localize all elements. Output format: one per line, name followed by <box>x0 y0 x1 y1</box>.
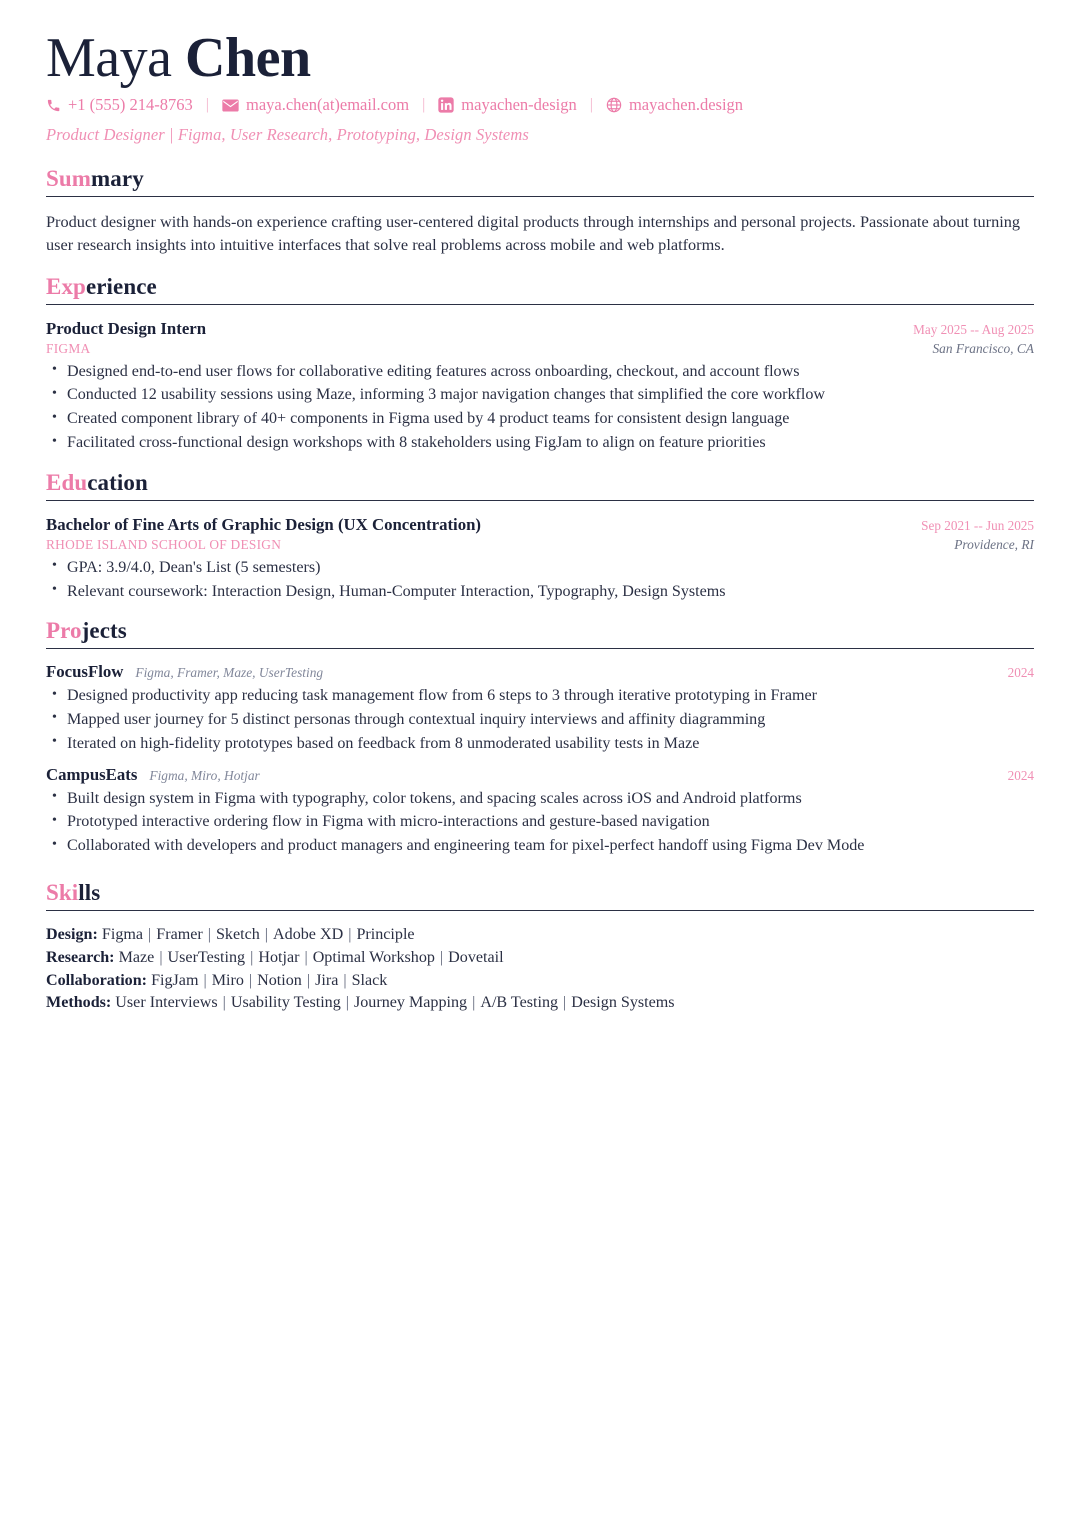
section-rule <box>46 648 1034 649</box>
contact-separator: | <box>422 95 426 113</box>
skill-items: Maze | UserTesting | Hotjar | Optimal Workshop | Dovetail <box>118 948 504 966</box>
skill-row <box>46 992 1034 1015</box>
skill-category: Methods: <box>46 994 112 1012</box>
job-date: May 2025 -- Aug 2025 <box>913 321 1034 337</box>
school-location: Providence, RI <box>954 536 1034 552</box>
section-skills <box>46 879 1034 1015</box>
phone-text: +1 (555) 214-8763 <box>68 95 193 115</box>
summary-text: Product designer with hands-on experience crafting user-centered digital products through internships and personal projects. Passionate about turning user research insights into intuitive interfaces that solve real problems across mobile and web platforms. <box>46 211 1021 254</box>
project-name: FocusFlow <box>46 662 124 682</box>
spacer <box>46 867 1034 879</box>
skills-list <box>46 924 1034 1015</box>
contact-separator: | <box>205 95 209 113</box>
project-bullets <box>46 685 1034 756</box>
tagline: Product Designer | Figma, User Research, Prototyping, Design Systems <box>46 124 529 144</box>
heading-accent: Pro <box>46 618 82 644</box>
education-bullets <box>46 557 1034 604</box>
email-icon <box>222 99 239 112</box>
contact-email[interactable] <box>222 94 409 115</box>
project-bullets <box>46 788 1034 859</box>
list-item: • Mapped user journey for 5 distinct personas through contextual inquiry interviews and affinity diagramming <box>46 709 1034 732</box>
linkedin-icon <box>438 97 454 113</box>
page-title <box>46 28 1034 88</box>
resume-header <box>46 28 1034 145</box>
list-item: • Created component library of 40+ components in Figma used by 4 product teams for consistent design language <box>46 408 1034 431</box>
section-heading-projects <box>46 617 1034 648</box>
heading-accent: Ski <box>46 880 79 906</box>
heading-accent: Edu <box>46 469 88 495</box>
contact-website[interactable] <box>606 94 743 115</box>
experience-entry <box>46 318 1034 455</box>
list-item: • Collaborated with developers and product managers and engineering team for pixel-perfect handoff using Figma Dev Mode <box>46 835 1034 858</box>
section-experience <box>46 273 1034 455</box>
project-tech-stack: Figma, Miro, Hotjar <box>149 767 260 783</box>
job-company: FIGMA <box>46 340 91 356</box>
experience-org-row <box>46 340 1034 358</box>
email-text: maya.chen(at)email.com <box>246 95 410 115</box>
section-rule <box>46 910 1034 911</box>
list-item: • Designed end-to-end user flows for collaborative editing features across onboarding, checkout, and account flows <box>46 361 1034 384</box>
section-rule <box>46 500 1034 501</box>
list-item: • Designed productivity app reducing task management flow from 6 steps to 3 through iterative prototyping in Framer <box>46 685 1034 708</box>
first-name: Maya <box>46 27 172 89</box>
heading-rest: jects <box>81 618 127 644</box>
skill-category: Research: <box>46 948 115 966</box>
heading-rest: mary <box>91 165 144 191</box>
heading-accent: Sum <box>46 165 92 191</box>
education-title-row <box>46 514 1034 536</box>
website-text: mayachen.design <box>628 95 744 115</box>
job-title: Product Design Intern <box>46 318 207 338</box>
section-heading-skills <box>46 879 1034 910</box>
project-tech-stack: Figma, Framer, Maze, UserTesting <box>135 665 324 681</box>
section-heading-summary <box>46 165 1034 196</box>
list-item: • Facilitated cross-functional design workshops with 8 stakeholders using FigJam to align on feature priorities <box>46 432 1034 455</box>
project-entry <box>46 765 1034 859</box>
list-item: • Iterated on high-fidelity prototypes based on feedback from 8 unmoderated usability tests in Maze <box>46 733 1034 756</box>
project-title-group <box>46 765 260 785</box>
heading-rest: lls <box>78 880 101 906</box>
education-org-row <box>46 536 1034 554</box>
skill-category: Collaboration: <box>46 971 148 989</box>
job-location: San Francisco, CA <box>932 340 1034 356</box>
contact-line <box>46 94 1034 115</box>
list-item: • Prototyped interactive ordering flow in Figma with micro-interactions and gesture-based navigation <box>46 811 1034 834</box>
project-year: 2024 <box>1007 767 1034 783</box>
job-bullets <box>46 361 1034 455</box>
skill-items: Figma | Framer | Sketch | Adobe XD | Principle <box>101 925 415 943</box>
skill-row <box>46 947 1034 970</box>
skill-row <box>46 970 1034 993</box>
heading-rest: erience <box>85 273 157 299</box>
project-title-group <box>46 662 323 682</box>
section-summary <box>46 165 1034 256</box>
section-heading-experience <box>46 273 1034 304</box>
linkedin-text: mayachen-design <box>461 95 577 115</box>
contact-linkedin[interactable] <box>438 94 576 115</box>
project-header-row <box>46 662 1034 682</box>
list-item: • Built design system in Figma with typography, color tokens, and spacing scales across iOS and Android platforms <box>46 788 1034 811</box>
phone-icon <box>46 98 61 113</box>
list-item: • Conducted 12 usability sessions using Maze, informing 3 major navigation changes that simplified the core workflow <box>46 384 1034 407</box>
skill-category: Design: <box>46 925 98 943</box>
skill-row <box>46 924 1034 947</box>
heading-accent: Exp <box>46 273 86 299</box>
project-entry <box>46 662 1034 756</box>
degree-title: Bachelor of Fine Arts of Graphic Design (UX Concentration) <box>46 514 482 534</box>
list-item: • GPA: 3.9/4.0, Dean's List (5 semesters) <box>46 557 1034 580</box>
project-year: 2024 <box>1007 665 1034 681</box>
skill-items: User Interviews | Usability Testing | Journey Mapping | A/B Testing | Design Systems <box>115 994 675 1012</box>
contact-phone[interactable] <box>46 94 193 115</box>
section-projects <box>46 617 1034 858</box>
section-heading-education <box>46 469 1034 500</box>
experience-title-row <box>46 318 1034 340</box>
globe-icon <box>606 97 622 113</box>
project-name: CampusEats <box>46 764 138 784</box>
degree-date: Sep 2021 -- Jun 2025 <box>921 517 1034 533</box>
section-education <box>46 469 1034 603</box>
section-rule <box>46 196 1034 197</box>
list-item: • Relevant coursework: Interaction Design, Human-Computer Interaction, Typography, Design Systems <box>46 581 1034 604</box>
education-entry <box>46 514 1034 604</box>
project-header-row <box>46 765 1034 785</box>
heading-rest: cation <box>87 469 148 495</box>
skill-items: FigJam | Miro | Notion | Jira | Slack <box>151 971 388 989</box>
section-rule <box>46 304 1034 305</box>
last-name: Chen <box>185 27 311 89</box>
contact-separator: | <box>589 95 593 113</box>
school-name: RHODE ISLAND SCHOOL OF DESIGN <box>46 536 282 552</box>
